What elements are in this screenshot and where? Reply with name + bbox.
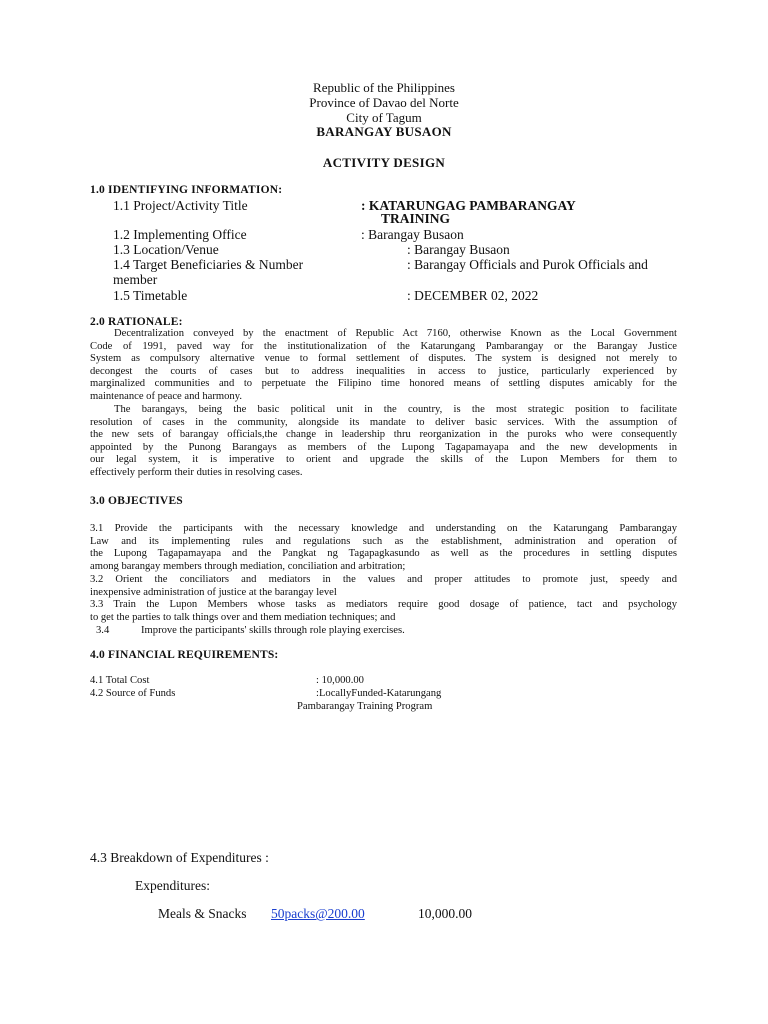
source-of-funds-label: 4.2 Source of Funds — [90, 688, 176, 699]
section-4-heading: 4.0 FINANCIAL REQUIREMENTS: — [90, 649, 279, 661]
rationale-2-line: appointed by the Punong Barangays as members of the Lupong Tagapamayapa and the new developments in — [90, 441, 677, 453]
rationale-1-line: decongest the courts of cases but to address inequalities in access to justice, particularly experienced by — [90, 365, 677, 377]
row-title-label: 1.1 Project/Activity Title — [113, 198, 248, 213]
objective-3-3-line: 3.3 Train the Lupon Members whose tasks as mediators require good dosage of patience, tact and psychology — [90, 599, 677, 610]
row-office-value: : Barangay Busaon — [361, 227, 464, 242]
objective-3-1 — [90, 523, 677, 573]
row-title-value-cont: TRAINING — [381, 211, 451, 226]
rationale-2-line: effectively perform their duties in resolving cases. — [90, 466, 303, 478]
objective-3-4-text: Improve the participants' skills through role playing exercises. — [141, 625, 405, 636]
row-beneficiaries-label-cont: member — [113, 272, 158, 287]
objective-3-2-line: 3.2 Orient the conciliators and mediators in the values and proper attitudes to promote just, speedy and — [90, 574, 677, 585]
rationale-paragraph-2 — [90, 404, 677, 480]
objective-3-2 — [90, 574, 677, 599]
rationale-2-line: our legal system, it is imperative to orient and upgrade the skills of the Lupon Members for them to — [90, 454, 677, 466]
rationale-2-line: resolution of cases in the community, alongside its mandate to deliver basic services. With the assumption of — [90, 416, 677, 428]
rationale-2-line: The barangays, being the basic political unit in the country, is the most strategic position to facilitate — [114, 404, 677, 415]
objective-3-1-line: the Lupong Tagapamayapa and the Pangkat ng Tagapagkasundo as well as the procedures in settling disputes — [90, 548, 677, 560]
header-city: City of Tagum — [346, 110, 422, 125]
expense-item-amount: 10,000.00 — [418, 906, 472, 921]
header-province: Province of Davao del Norte — [309, 95, 459, 110]
objective-3-3 — [90, 599, 677, 624]
total-cost-label: 4.1 Total Cost — [90, 675, 150, 686]
rationale-1-line: marginalized communities and to perpetuate the Filipino time honored means of settling disputes amicably for the — [90, 378, 677, 390]
expenditures-label: Expenditures: — [135, 878, 210, 893]
section-2-heading: 2.0 RATIONALE: — [90, 316, 183, 328]
rationale-paragraph-1 — [90, 328, 677, 404]
header-barangay: BARANGAY BUSAON — [316, 124, 452, 139]
objective-3-4-number: 3.4 — [96, 625, 110, 636]
rationale-1-line: Decentralization conveyed by the enactment of Republic Act 7160, otherwise Known as the Local Government — [114, 328, 677, 339]
rationale-2-line: the new sets of barangay officials,the change in leadership thru reorganization in the puroks who were consequently — [90, 429, 677, 441]
objective-3-1-line: 3.1 Provide the participants with the necessary knowledge and understanding on the Katarungang Pambarangay — [90, 523, 677, 534]
objective-3-1-line: among barangay members through mediation, conciliation and arbitration; — [90, 560, 406, 572]
row-timetable-label: 1.5 Timetable — [113, 288, 188, 303]
objective-3-3-line: to get the parties to talk things over and them mediation techniques; and — [90, 611, 396, 623]
rationale-1-line: System as compulsory alternative venue to formal settlement of disputes. The system is designed not merely to — [90, 353, 677, 365]
row-venue-label: 1.3 Location/Venue — [113, 242, 219, 257]
section-1-heading: 1.0 IDENTIFYING INFORMATION: — [90, 184, 283, 196]
row-title-value: : KATARUNGAG PAMBARANGAY — [361, 198, 576, 213]
header-republic: Republic of the Philippines — [313, 80, 455, 95]
source-of-funds-value-cont: Pambarangay Training Program — [297, 701, 433, 712]
expense-item-name: Meals & Snacks — [158, 906, 247, 921]
breakdown-label: 4.3 Breakdown of Expenditures : — [90, 850, 269, 865]
row-beneficiaries-value: : Barangay Officials and Purok Officials and — [407, 257, 648, 272]
rationale-1-line: maintenance of peace and harmony. — [90, 390, 242, 402]
section-3-heading: 3.0 OBJECTIVES — [90, 495, 183, 507]
row-timetable-value: : DECEMBER 02, 2022 — [407, 288, 539, 303]
row-venue-value: : Barangay Busaon — [407, 242, 510, 257]
source-of-funds-value: :LocallyFunded-Katarungang — [316, 688, 442, 699]
rationale-1-line: Code of 1991, paved way for the institutionalization of the Katarungang Pambarangay or the Barangay Justice — [90, 340, 677, 352]
document-title: ACTIVITY DESIGN — [322, 155, 446, 170]
objective-3-2-line: inexpensive administration of justice at the barangay level — [90, 586, 337, 598]
objective-3-1-line: Law and its implementing rules and regulations such as the establishment, administration and operation of — [90, 535, 677, 547]
row-office-label: 1.2 Implementing Office — [113, 227, 247, 242]
expense-item-quantity-link[interactable]: 50packs@200.00 — [271, 906, 365, 921]
row-beneficiaries-label: 1.4 Target Beneficiaries & Number — [113, 257, 304, 272]
total-cost-value: : 10,000.00 — [316, 675, 364, 686]
